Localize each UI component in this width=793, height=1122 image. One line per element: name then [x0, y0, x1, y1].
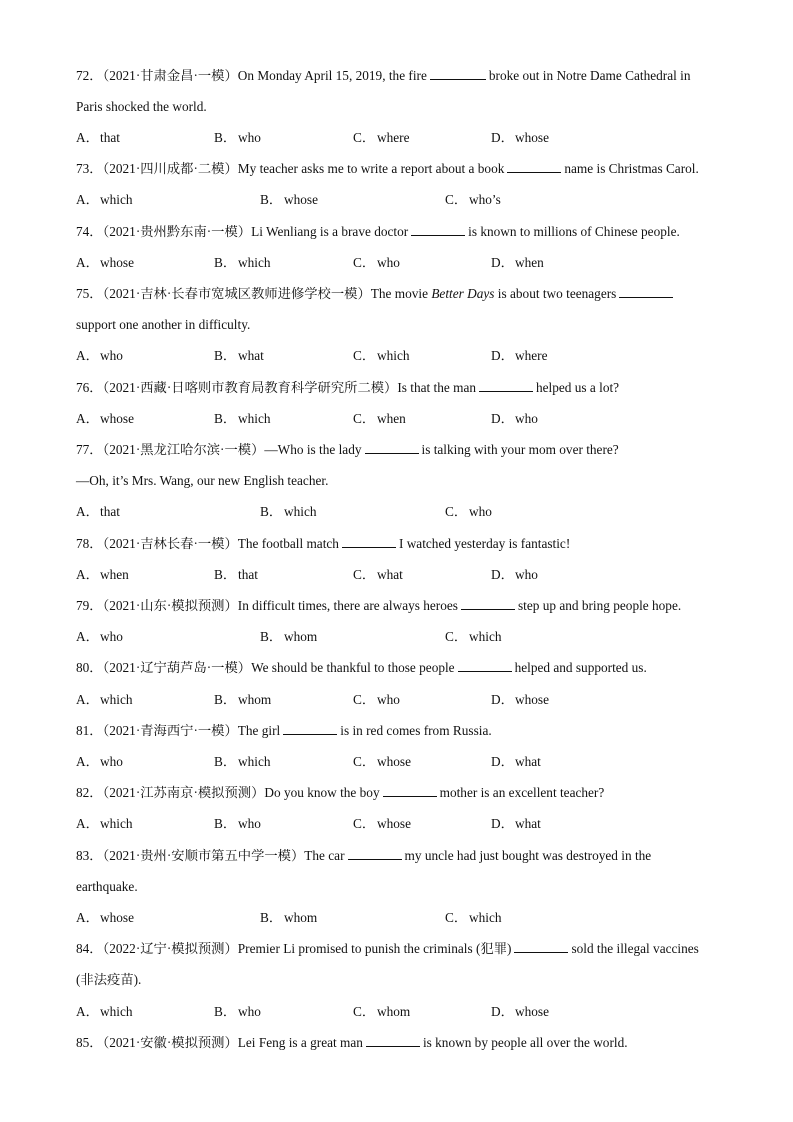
- option-a[interactable]: A．which: [76, 192, 133, 207]
- question-number: 83．: [76, 848, 103, 863]
- question-72-continuation: Paris shocked the world.: [76, 99, 207, 114]
- option-c[interactable]: C． where: [353, 130, 410, 145]
- question-number: 79．: [76, 598, 103, 613]
- option-d[interactable]: D．who: [491, 411, 538, 426]
- question-source: （2021·山东·模拟预测）: [102, 598, 238, 613]
- option-a[interactable]: A．who: [76, 629, 123, 644]
- question-number: 72．: [76, 68, 103, 83]
- option-c[interactable]: C． which: [445, 629, 502, 644]
- option-a[interactable]: A．whose: [76, 910, 134, 925]
- option-c[interactable]: C． whose: [353, 816, 411, 831]
- question-text: The movie: [370, 286, 428, 301]
- question-source: （2021·贵州·安顺市第五中学一模）: [102, 848, 305, 863]
- question-number: 82．: [76, 785, 103, 800]
- question-81-stem: [76, 722, 736, 740]
- option-b[interactable]: B． who: [214, 816, 261, 831]
- question-text: is about two teenagers: [497, 286, 617, 301]
- question-source: （2021·辽宁葫芦岛·一模）: [102, 660, 252, 675]
- question-source: （2021·四川成都·二模）: [102, 161, 238, 176]
- question-source: （2022·辽宁·模拟预测）: [102, 941, 238, 956]
- option-a[interactable]: A．whose: [76, 255, 134, 270]
- question-number: 80．: [76, 660, 103, 675]
- question-source: （2021·西藏·日喀则市教育局教育科学研究所二模）: [102, 380, 398, 395]
- question-text: Lei Feng is a great man: [237, 1035, 363, 1050]
- option-b[interactable]: B． whom: [260, 629, 318, 644]
- question-text: In difficult times, there are always heroes: [237, 598, 458, 613]
- answer-blank[interactable]: [342, 536, 396, 548]
- question-text: —Who is the lady: [264, 442, 362, 457]
- option-c[interactable]: C． whose: [353, 754, 411, 769]
- option-d[interactable]: D．when: [491, 255, 544, 270]
- option-b[interactable]: B． that: [214, 567, 258, 582]
- question-number: 84．: [76, 941, 103, 956]
- answer-blank[interactable]: [514, 941, 568, 953]
- question-79-stem: [76, 597, 736, 615]
- question-text: Do you know the boy: [264, 785, 380, 800]
- question-75-continuation: support one another in difficulty.: [76, 317, 251, 332]
- option-a[interactable]: A．when: [76, 567, 129, 582]
- question-85-stem: [76, 1034, 736, 1052]
- answer-blank[interactable]: [411, 224, 465, 236]
- question-text: name is Christmas Carol.: [564, 161, 699, 176]
- question-80-stem: [76, 659, 736, 677]
- question-text: is in red comes from Russia.: [340, 723, 492, 738]
- question-text: helped and supported us.: [514, 660, 647, 675]
- question-text: The girl: [237, 723, 281, 738]
- answer-blank[interactable]: [619, 286, 673, 298]
- option-d[interactable]: D．whose: [491, 692, 549, 707]
- option-d[interactable]: D．what: [491, 754, 541, 769]
- question-73-stem: [76, 160, 736, 178]
- answer-blank[interactable]: [479, 380, 533, 392]
- answer-blank[interactable]: [383, 785, 437, 797]
- question-number: 76．: [76, 380, 103, 395]
- question-82-stem: [76, 784, 736, 802]
- question-source: （2021·黑龙江哈尔滨·一模）: [102, 442, 265, 457]
- question-75-stem: [76, 285, 736, 303]
- question-source: （2021·吉林长春·一模）: [102, 536, 238, 551]
- option-d[interactable]: D．whose: [491, 130, 549, 145]
- question-text: Is that the man: [397, 380, 476, 395]
- question-text: We should be thankful to those people: [251, 660, 455, 675]
- answer-blank[interactable]: [283, 723, 337, 735]
- answer-blank[interactable]: [366, 1035, 420, 1047]
- option-c[interactable]: C． what: [353, 567, 403, 582]
- question-83-stem: [76, 847, 736, 865]
- option-a[interactable]: A．that: [76, 130, 120, 145]
- option-c[interactable]: C． who’s: [445, 192, 501, 207]
- option-a[interactable]: A．who: [76, 754, 123, 769]
- option-a[interactable]: A．whose: [76, 411, 134, 426]
- question-text: On Monday April 15, 2019, the fire: [237, 68, 427, 83]
- question-text: The football match: [237, 536, 339, 551]
- question-number: 73．: [76, 161, 103, 176]
- option-c[interactable]: C． which: [353, 348, 410, 363]
- option-c[interactable]: C． who: [353, 255, 400, 270]
- question-text: is talking with your mom over there?: [421, 442, 619, 457]
- question-78-stem: [76, 535, 736, 553]
- question-text: my uncle had just bought was destroyed in the: [404, 848, 652, 863]
- option-b[interactable]: B． which: [214, 411, 271, 426]
- option-d[interactable]: D．who: [491, 567, 538, 582]
- question-text: helped us a lot?: [536, 380, 620, 395]
- question-number: 85．: [76, 1035, 103, 1050]
- option-a[interactable]: A．that: [76, 504, 120, 519]
- question-text: mother is an excellent teacher?: [439, 785, 605, 800]
- option-b[interactable]: B． whom: [214, 692, 272, 707]
- question-source: （2021·安徽·模拟预测）: [102, 1035, 238, 1050]
- question-source: （2021·甘肃金昌·一模）: [102, 68, 238, 83]
- question-text: My teacher asks me to write a report about a book: [237, 161, 505, 176]
- option-c[interactable]: C． who: [353, 692, 400, 707]
- question-77-continuation: —Oh, it’s Mrs. Wang, our new English teacher.: [76, 473, 329, 488]
- option-a[interactable]: A．which: [76, 1004, 133, 1019]
- option-d[interactable]: D．where: [491, 348, 548, 363]
- question-number: 81．: [76, 723, 103, 738]
- question-source: （2021·江苏南京·模拟预测）: [102, 785, 265, 800]
- answer-blank[interactable]: [348, 848, 402, 860]
- question-72-stem: [76, 67, 736, 85]
- answer-blank[interactable]: [365, 442, 419, 454]
- option-c[interactable]: C． who: [445, 504, 492, 519]
- question-76-stem: [76, 379, 736, 397]
- option-a[interactable]: A．who: [76, 348, 123, 363]
- question-text: I watched yesterday is fantastic!: [398, 536, 571, 551]
- question-text: Premier Li promised to punish the criminals (犯罪): [237, 941, 512, 956]
- question-text: Li Wenliang is a brave doctor: [251, 224, 409, 239]
- question-source: （2021·贵州黔东南·一模）: [102, 224, 252, 239]
- question-text: broke out in Notre Dame Cathedral in: [488, 68, 691, 83]
- option-c[interactable]: C． whom: [353, 1004, 411, 1019]
- option-d[interactable]: D．what: [491, 816, 541, 831]
- option-b[interactable]: B． whose: [260, 192, 318, 207]
- question-text: The car: [304, 848, 345, 863]
- option-a[interactable]: A．which: [76, 692, 133, 707]
- option-b[interactable]: B． which: [260, 504, 317, 519]
- answer-blank[interactable]: [458, 660, 512, 672]
- option-b[interactable]: B． what: [214, 348, 264, 363]
- question-text: is known by people all over the world.: [422, 1035, 628, 1050]
- answer-blank[interactable]: [507, 161, 561, 173]
- option-c[interactable]: C． which: [445, 910, 502, 925]
- option-d[interactable]: D．whose: [491, 1004, 549, 1019]
- question-source: （2021·青海西宁·一模）: [102, 723, 238, 738]
- question-source: （2021·吉林·长春市宽城区教师进修学校一模）: [102, 286, 371, 301]
- option-a[interactable]: A．which: [76, 816, 133, 831]
- question-83-continuation: earthquake.: [76, 879, 138, 894]
- option-b[interactable]: B． who: [214, 130, 261, 145]
- option-b[interactable]: B． which: [214, 754, 271, 769]
- question-84-stem: [76, 940, 736, 958]
- option-c[interactable]: C． when: [353, 411, 406, 426]
- question-74-stem: [76, 223, 736, 241]
- question-text: is known to millions of Chinese people.: [468, 224, 680, 239]
- option-b[interactable]: B． which: [214, 255, 271, 270]
- question-84-continuation: (非法疫苗).: [76, 972, 142, 987]
- option-b[interactable]: B． who: [214, 1004, 261, 1019]
- question-number: 75．: [76, 286, 103, 301]
- question-77-stem: [76, 441, 736, 459]
- question-number: 78．: [76, 536, 103, 551]
- answer-blank[interactable]: [430, 68, 486, 80]
- question-number: 77．: [76, 442, 103, 457]
- movie-title: Better Days: [431, 286, 495, 301]
- question-number: 74．: [76, 224, 103, 239]
- question-text: step up and bring people hope.: [517, 598, 682, 613]
- question-text: sold the illegal vaccines: [571, 941, 699, 956]
- option-b[interactable]: B． whom: [260, 910, 318, 925]
- answer-blank[interactable]: [461, 598, 515, 610]
